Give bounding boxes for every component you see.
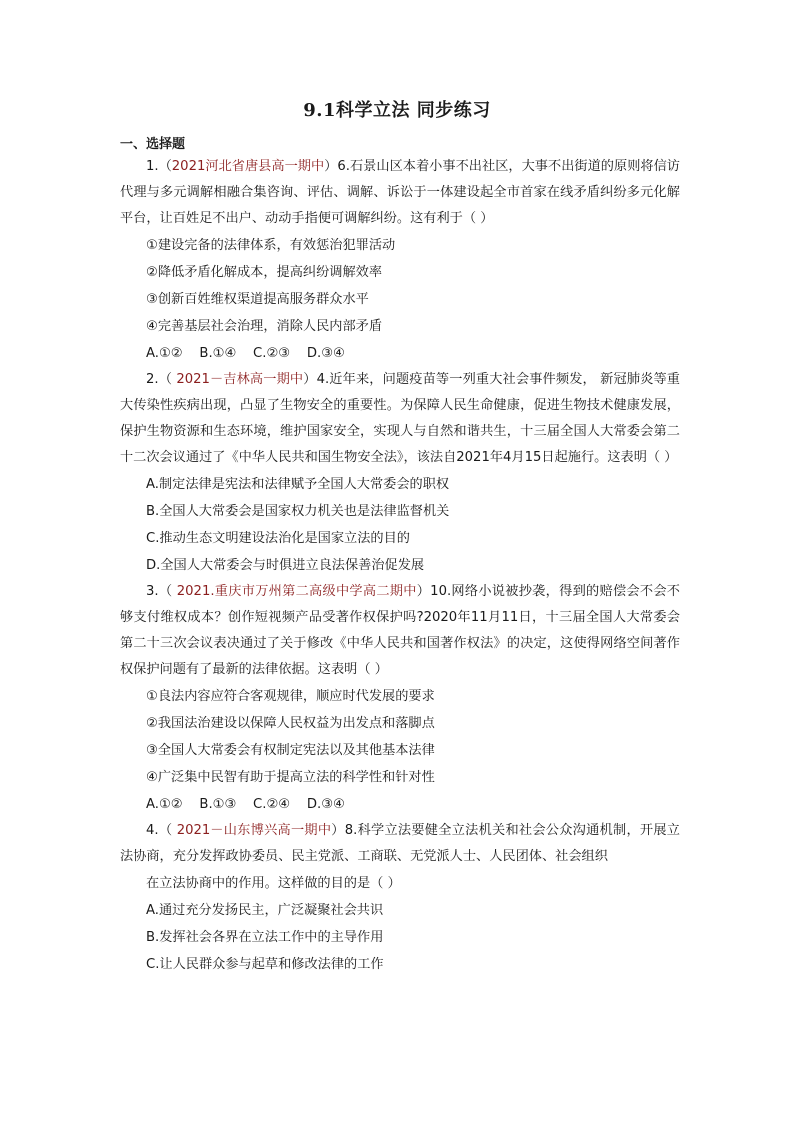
question-stem (120, 818, 680, 870)
question-prefix: 4.（ (146, 823, 177, 838)
option: ②我国法治建设以保障人民权益为出发点和落脚点 (146, 716, 435, 731)
question-list (120, 154, 680, 978)
page-title: 9.1科学立法 同步练习 (303, 100, 491, 121)
question-stem (120, 367, 680, 471)
option: ④广泛集中民智有助于提高立法的科学性和针对性 (146, 770, 435, 785)
question-1 (120, 154, 680, 367)
question-3 (120, 579, 680, 818)
option: C.推动生态文明建设法治化是国家立法的目的 (146, 531, 410, 546)
section-heading: 一、选择题 (120, 137, 186, 152)
question-body: ）4.近年来，问题疫苗等一列重大社会事件频发， 新冠肺炎等重大传染性疾病出现，凸显了生物安全的重要性。为保障人民生命健康，促进生物技术健康发展，保护生物资源和生态环境，维护国家安全，实现人与自然和谐共生，十三届全国人大常委会第二十二次会议通过了《中华人民共和国生物安全法》，该法自2021年4月15日起施行。这表明（ ） (120, 372, 680, 465)
question-prefix: 3.（ (146, 584, 177, 599)
question-stem (120, 154, 680, 232)
option: D.全国人大常委会与时俱进立良法保善治促发展 (146, 558, 425, 573)
option: A.通过充分发扬民主，广泛凝聚社会共识 (146, 903, 384, 918)
option: ④完善基层社会治理，消除人民内部矛盾 (146, 319, 383, 334)
option: ①良法内容应符合客观规律，顺应时代发展的要求 (146, 689, 435, 704)
option: ②降低矛盾化解成本，提高纠纷调解效率 (146, 265, 383, 280)
question-source: 2021河北省唐县高一期中 (171, 159, 325, 174)
question-source: 2021.重庆市万州第二高级中学高二期中 (176, 584, 417, 599)
question-body: ）8.科学立法要健全立法机关和社会公众沟通机制，开展立法协商，充分发挥政协委员、民主党派、工商联、无党派人士、人民团体、社会组织 (120, 823, 680, 864)
option: B.全国人大常委会是国家权力机关也是法律监督机关 (146, 504, 450, 519)
question-2 (120, 367, 680, 579)
option: ③全国人大常委会有权制定宪法以及其他基本法律 (146, 743, 435, 758)
question-stem (120, 579, 680, 683)
question-body: ）10.网络小说被抄袭，得到的赔偿会不会不够支付维权成本？创作短视频产品受著作权保护吗?2020年11月11日，十三届全国人大常委会第二十三次会议表决通过了关于修改《中华人民共和国著作权法》的决定，这使得网络空间著作权保护问题有了最新的法律依据。这表明（ ） (120, 584, 680, 677)
option: ①建设完备的法律体系，有效惩治犯罪活动 (146, 238, 396, 253)
answer-choices: A.①② B.①③ C.②④ D.③④ (146, 797, 345, 812)
question-prefix: 1.（ (146, 159, 172, 174)
option: A.制定法律是宪法和法律赋予全国人大常委会的职权 (146, 477, 450, 492)
option: B.发挥社会各界在立法工作中的主导作用 (146, 930, 384, 945)
question-stem-continued: 在立法协商中的作用。这样做的目的是（ ） (146, 876, 401, 891)
question-prefix: 2.（ (146, 372, 177, 387)
option: C.让人民群众参与起草和修改法律的工作 (146, 957, 384, 972)
option: ③创新百姓维权渠道提高服务群众水平 (146, 292, 369, 307)
answer-choices: A.①② B.①④ C.②③ D.③④ (146, 346, 345, 361)
question-source: 2021－吉林高一期中 (176, 372, 304, 387)
question-source: 2021－山东博兴高一期中 (176, 823, 332, 838)
question-4 (120, 818, 680, 978)
question-body: ）6.石景山区本着小事不出社区，大事不出街道的原则将信访代理与多元调解相融合集咨询、评估、调解、诉讼于一体建设起全市首家在线矛盾纠纷多元化解平台，让百姓足不出户、动动手指便可调解纠纷。这有利于（ ） (120, 159, 680, 226)
